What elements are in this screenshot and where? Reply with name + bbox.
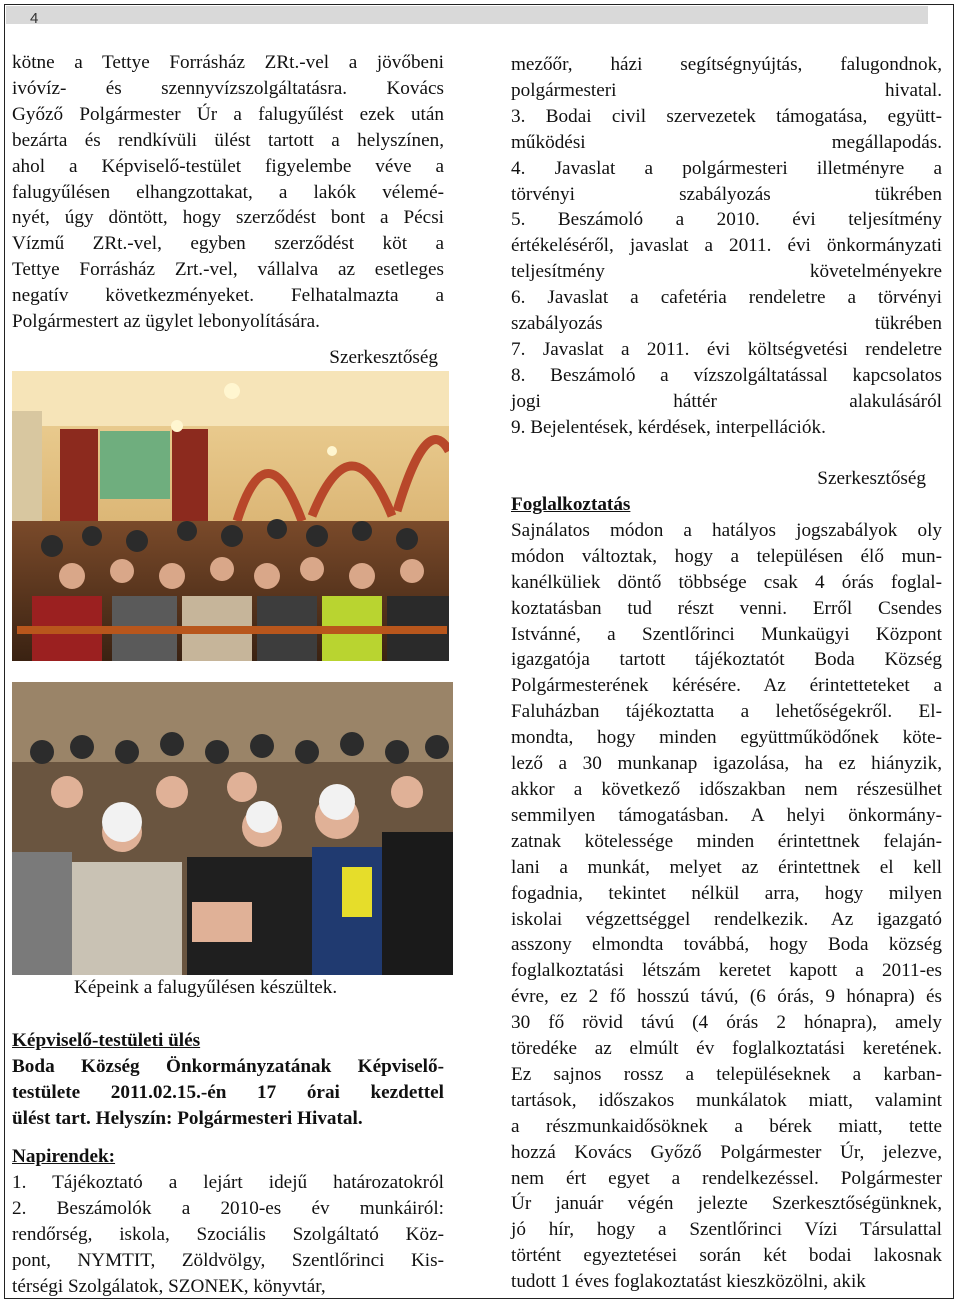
paragraph-line: foglalkoztatási létszám keretet kapott a 2011-es <box>511 960 942 982</box>
agenda-heading: Napirendek: <box>12 1146 116 1167</box>
agenda-line: 9. Bejelentések, kérdések, interpellációk. <box>511 416 826 438</box>
meeting-hall-photo <box>12 371 449 661</box>
agenda-line: polgármesteri hivatal. <box>511 79 942 101</box>
paragraph-line: lani a munkát, melyet az érintettnek el kell <box>511 856 942 878</box>
paragraph-line: bezárta és rendkívüli ülést tartott a helyszínen, <box>12 129 444 151</box>
header-bar <box>6 6 928 27</box>
paragraph-line: tartások, időszakos munkálatok miatt, valamint <box>511 1089 942 1111</box>
paragraph-line: zatnak kötelessége minden érintettnek felaján- <box>511 830 942 852</box>
meeting-body <box>12 1054 444 1132</box>
paragraph-line: tudott 1 éves foglakoztatást kieszközölni, akik <box>511 1271 866 1293</box>
paragraph-line: nem ért egyet a rendelkezéssel. Polgármester <box>511 1167 942 1189</box>
employment-section <box>511 492 942 1295</box>
agenda-line: 4. Javaslat a polgármesteri illetményre a <box>511 157 942 179</box>
paragraph-line: lező a 30 munkanap igazolása, ha ez hiányzik, <box>511 753 942 775</box>
paragraph-line: igazgatója tartott tájékoztatót Boda Község <box>511 649 942 671</box>
paragraph-line: akkor a következő időszakban nem részesülhet <box>511 778 942 800</box>
agenda-list-left <box>12 1170 444 1300</box>
paragraph-line: Vízmű ZRt.-vel, egyben szerződést köt a <box>12 233 444 255</box>
paragraph-line: fogadnia, tekintet nélkül arra, hogy milyen <box>511 882 942 904</box>
agenda-line: pont, NYMTIT, Zöldvölgy, Szentlőrinci Kis- <box>12 1249 444 1271</box>
meeting-heading: Képviselő-testületi ülés <box>12 1030 201 1051</box>
paragraph-line: Sajnálatos módon a hatályos jogszabályok oly <box>511 519 942 541</box>
paragraph-line: falugyűlésen elhangzottakat, a lakók vélemé- <box>12 181 444 203</box>
left-paragraph <box>12 50 444 335</box>
paragraph-line: 30 fő rövid távú (4 órás 2 hónapra), amely <box>511 1012 942 1034</box>
agenda-line: 5. Beszámoló a 2010. évi teljesítmény <box>511 209 942 231</box>
agenda-line: 1. Tájékoztató a lejárt idejű határozatokról <box>12 1171 444 1193</box>
agenda-line: jogi háttér alakulásáról <box>511 390 942 412</box>
signature: Szerkesztőség <box>817 468 926 489</box>
paragraph-line: töredéke az elmúlt év foglalkoztatási keretének. <box>511 1038 942 1060</box>
signature: Szerkesztőség <box>329 347 438 368</box>
paragraph-line: kanélküliek döntő többsége csak 4 órás foglal- <box>511 571 942 593</box>
agenda-line: 7. Javaslat a 2011. évi költségvetési rendeletre <box>511 338 942 360</box>
paragraph-line: Istvánné, a Szentlőrinci Munkaügyi Központ <box>511 623 942 645</box>
paragraph-line: módon változtak, hogy a településen élő mun- <box>511 545 942 567</box>
meeting-line: Boda Község Önkormányzatának Képviselő- <box>12 1055 444 1077</box>
caption-text: Képeink a falugyűlésen készültek. <box>74 977 338 998</box>
paragraph-line: évre, ez 2 fő hosszú távú, (6 órás, 9 hónapra) és <box>511 986 942 1008</box>
agenda-line: törvényi szabályozás tükrében <box>511 183 942 205</box>
agenda-line: értékeléséről, javaslat a 2011. évi önkormányzati <box>511 235 942 257</box>
meeting-line: testülete 2011.02.15.-én 17 órai kezdettel <box>12 1081 444 1103</box>
paragraph-line: Tettye Forrásház Zrt.-vel, vállalva az esetleges <box>12 259 444 281</box>
paragraph-line: semmilyen támogatásban. A helyi önkormány- <box>511 804 942 826</box>
agenda-line: 3. Bodai civil szervezetek támogatása, együtt- <box>511 105 942 127</box>
paragraph-line: negatív következményeket. Felhatalmazta a <box>12 285 444 307</box>
agenda-line: szabályozás tükrében <box>511 313 942 335</box>
paragraph-line: ahol a Képviselő-testület figyelembe véve a <box>12 155 444 177</box>
agenda-section-left <box>12 1144 444 1299</box>
meeting-section <box>12 1028 444 1132</box>
audience-photo <box>12 682 453 975</box>
right-signature <box>511 466 926 492</box>
paragraph-line: iskolai végzettséggel rendelkezik. Az igazgató <box>511 908 942 930</box>
paragraph-line: Ez sajnos rossz a településeknek a karban- <box>511 1063 942 1085</box>
paragraph-line: történt egyeztetései során két bodai lakosnak <box>511 1245 942 1267</box>
left-signature <box>12 345 438 371</box>
employment-body <box>511 518 942 1295</box>
paragraph-line: Polgármestert az ügylet lebonyolítására. <box>12 311 320 333</box>
paragraph-line: Úr január végén jelezte Szerkesztőségünknek, <box>511 1193 942 1215</box>
paragraph-line: kötne a Tettye Forrásház ZRt.-vel a jövőbeni <box>12 52 444 73</box>
agenda-line: teljesítmény követelményekre <box>511 261 942 283</box>
agenda-line: rendőrség, iskola, Szociális Szolgáltató Köz- <box>12 1223 444 1245</box>
paragraph-line: Faluházban tájékoztatta a lehetőségekről. El- <box>511 701 942 723</box>
paragraph-line: nyét, úgy döntött, hogy szerződést bont a Pécsi <box>12 207 444 229</box>
paragraph-line: koztatásban tud részt venni. Erről Csendes <box>511 597 942 619</box>
page-number: 4 <box>30 10 39 27</box>
paragraph-line: Győző Polgármester Úr a falugyűlést ezek után <box>12 103 444 125</box>
paragraph-line: ivóvíz- és szennyvízszolgáltatásra. Kovács <box>12 77 444 99</box>
paragraph-line: Polgármesterének kérésére. Az érintetteteket a <box>511 675 942 697</box>
photo-caption <box>74 977 337 999</box>
paragraph-line: asszony elmondta továbbá, hogy Boda község <box>511 934 942 956</box>
paragraph-line: mondta, hogy minden együttműködőnek köte- <box>511 727 942 749</box>
agenda-list-right <box>511 52 942 441</box>
agenda-line: 2. Beszámolók a 2010-es év munkáiról: <box>12 1197 444 1219</box>
agenda-line: mezőőr, házi segítségnyújtás, falugondnok, <box>511 54 942 75</box>
meeting-line: ülést tart. Helyszín: Polgármesteri Hivatal. <box>12 1107 363 1129</box>
employment-heading: Foglalkoztatás <box>511 494 631 515</box>
paragraph-line: hozzá Kovács Győző Polgármester Úr, jelezve, <box>511 1141 942 1163</box>
paragraph-line: a részmunkaidősöknek a bérek miatt, tette <box>511 1115 942 1137</box>
agenda-line: 8. Beszámoló a vízszolgáltatással kapcsolatos <box>511 364 942 386</box>
agenda-line: térségi Szolgálatok, SZONEK, könyvtár, <box>12 1275 326 1297</box>
paragraph-line: jó hír, hogy a Szentlőrinci Vízi Társulattal <box>511 1219 942 1241</box>
agenda-line: működési megállapodás. <box>511 131 942 153</box>
agenda-line: 6. Javaslat a cafetéria rendeletre a törvényi <box>511 287 942 309</box>
